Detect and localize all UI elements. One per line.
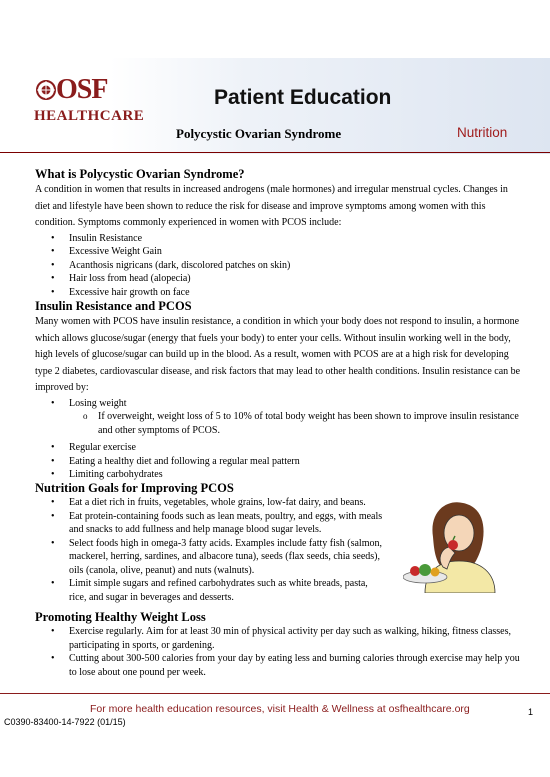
section-what-is-pcos: [35, 167, 525, 299]
logo-healthcare-text: HEALTHCARE: [34, 108, 145, 124]
sub-list-item: o If overweight, weight loss of 5 to 10% of total body weight has been shown to improve insulin resistance and other symptoms of PCOS.: [35, 410, 525, 437]
logo-osf-text: OSF: [56, 74, 108, 105]
list-item: • Regular exercise: [35, 441, 525, 455]
woman-eating-illustration: [403, 497, 511, 593]
symptom-list: [35, 232, 525, 300]
section-healthy-weight-loss: [35, 610, 525, 679]
list-item: • Acanthosis nigricans (dark, discolored patches on skin): [35, 259, 525, 273]
section-text: A condition in women that results in increased androgens (male hormones) and irregular menstrual cycles. Changes in diet and lifestyle have been shown to reduce the risk for disease and improve symptoms among women with this condition. Symptoms commonly experienced in women with PCOS include:: [35, 184, 508, 228]
document-subtitle: Polycystic Ovarian Syndrome: [176, 126, 342, 141]
list-item: • Cutting about 300-500 calories from your day by eating less and burning calories through exercise may help you to lose about one pound per week.: [35, 652, 525, 679]
footer-resources-link[interactable]: For more health education resources, visit Health & Wellness at osfhealthcare.org: [90, 703, 470, 715]
page-number: 1: [528, 707, 534, 717]
osf-seal-icon: [36, 78, 56, 102]
list-item: • Limiting carbohydrates: [35, 468, 525, 482]
category-label: Nutrition: [457, 125, 508, 140]
section-heading: What is Polycystic Ovarian Syndrome?: [35, 167, 245, 181]
section-heading: Nutrition Goals for Improving PCOS: [35, 481, 234, 495]
list-item: • Limit simple sugars and refined carbohydrates such as white breads, pasta, rice, and sugar in beverages and desserts.: [35, 577, 525, 604]
section-insulin-resistance: [35, 299, 525, 482]
osf-logo: [34, 74, 145, 132]
footer-divider: [0, 693, 550, 694]
list-item: • Eat protein-containing foods such as lean meats, poultry, and eggs, with meals and snacks to add fullness and help manage blood sugar levels.: [35, 510, 525, 537]
list-item: • Select foods high in omega-3 fatty acids. Examples include fatty fish (salmon, mackerel, herring, sardines, and albacore tuna), seeds (flax seeds, chia seeds), oils (canola, olive, peanut) and nuts (walnuts).: [35, 537, 525, 578]
list-item: • Exercise regularly. Aim for at least 30 min of physical activity per day such as walking, hiking, fitness classes, participating in sports, or gardening.: [35, 625, 525, 652]
list-item: • Eat a diet rich in fruits, vegetables, whole grains, low-fat dairy, and beans.: [35, 496, 525, 510]
list-item: • Losing weight: [35, 397, 525, 411]
list-item: • Excessive Weight Gain: [35, 245, 525, 259]
weight-loss-list: [35, 625, 525, 679]
header-divider: [0, 152, 550, 153]
list-item: • Excessive hair growth on face: [35, 286, 525, 300]
list-item: • Insulin Resistance: [35, 232, 525, 246]
section-heading: Insulin Resistance and PCOS: [35, 299, 192, 313]
section-heading: Promoting Healthy Weight Loss: [35, 610, 206, 624]
section-text: Many women with PCOS have insulin resistance, a condition in which your body does not respond to insulin, a hormone which allows glucose/sugar (energy that fuels your body) to enter your cells. Without insulin working well in the body, high levels of glucose/sugar can build up in the blood. As a result, women with PCOS are at a high risk for developing type 2 diabetes, cardiovascular disease, and risk factors that may lead to other health conditions. Insulin resistance can be improved by:: [35, 316, 521, 393]
list-item: • Eating a healthy diet and following a regular meal pattern: [35, 455, 525, 469]
page-title: Patient Education: [214, 86, 392, 109]
improvement-list: [35, 397, 525, 482]
list-item: • Hair loss from head (alopecia): [35, 272, 525, 286]
document-code: C0390-83400-14-7922 (01/15): [4, 717, 126, 727]
